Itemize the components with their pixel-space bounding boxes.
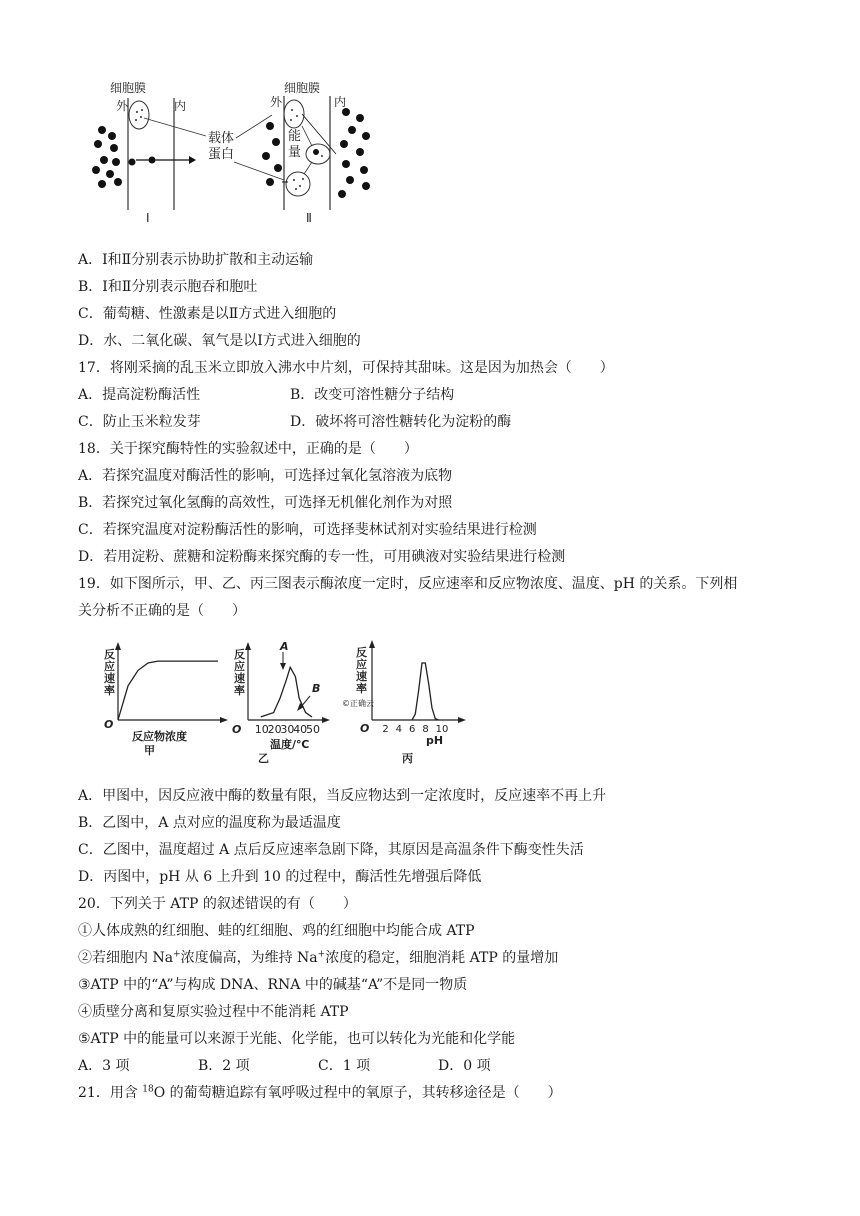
bing-tick-label: 8 — [422, 724, 429, 735]
q20-stem: 20．下列关于 ATP 的叙述错误的有（ ） — [78, 896, 357, 912]
q16-option-b[interactable]: B．Ⅰ和Ⅱ分别表示胞吞和胞吐 — [78, 279, 258, 295]
q18-option-b[interactable]: B．若探究过氧化氢酶的高效性，可选择无机催化剂作为对照 — [78, 495, 453, 511]
chart-jia — [104, 642, 228, 757]
label-panel-2: Ⅱ — [306, 211, 312, 225]
bing-origin: O — [360, 722, 370, 735]
q20-statement-2: ②若细胞内 Na+浓度偏高，为维持 Na+浓度的稳定，细胞消耗 ATP 的量增加 — [78, 949, 559, 966]
jia-ylabel: 反应速率 — [104, 648, 115, 697]
label-outside-right: 外 — [270, 95, 283, 109]
q19-stem-line1: 19．如下图所示，甲、乙、丙三图表示酶浓度一定时，反应速率和反应物浓度、温度、pH 的关系。下列相 — [78, 576, 738, 592]
bing-ylabel: 反应速率 — [356, 646, 367, 695]
q19-option-a[interactable]: A．甲图中，因反应液中酶的数量有限，当反应物达到一定浓度时，反应速率不再上升 — [78, 788, 607, 804]
q17-stem: 17．将刚采摘的乱玉米立即放入沸水中片刻，可保持其甜味。这是因为加热会（ ） — [78, 360, 614, 376]
q18-option-d[interactable]: D．若用淀粉、蔗糖和淀粉酶来探究酶的专一性，可用碘液对实验结果进行检测 — [78, 549, 566, 565]
q20-statement-5: ⑤ATP 中的能量可以来源于光能、化学能，也可以转化为光能和化学能 — [78, 1031, 516, 1047]
jia-xlabel: 反应物浓度 — [132, 730, 187, 743]
q21-stem: 21．用含 $^{18}$O 的葡萄糖追踪有氧呼吸过程中的氧原子，其转移途径是（ ） — [78, 1084, 562, 1101]
q20-option-d[interactable]: D．0 项 — [438, 1058, 491, 1074]
chart-yi — [232, 640, 330, 765]
yi-origin: O — [232, 723, 242, 736]
label-outside-left: 外 — [116, 99, 129, 113]
bing-curve — [412, 663, 439, 720]
q20-statement-1: ①人体成熟的红细胞、蛙的红细胞、鸡的红细胞中均能合成 ATP — [78, 923, 475, 939]
label-membrane-left: 细胞膜 — [110, 81, 147, 95]
yi-tick-label: 50 — [306, 723, 320, 736]
yi-curve — [261, 667, 312, 717]
q20-option-c[interactable]: C．1 项 — [318, 1058, 371, 1074]
bing-name: 丙 — [402, 752, 413, 765]
yi-label-b: B — [312, 682, 321, 695]
q16-option-c[interactable]: C．葡萄糖、性激素是以Ⅱ方式进入细胞的 — [78, 306, 337, 322]
label-energy-2: 量 — [288, 145, 302, 160]
yi-tick-label: 30 — [280, 723, 295, 736]
jia-origin: O — [104, 718, 114, 731]
enzyme-charts — [76, 636, 476, 776]
label-membrane-right: 细胞膜 — [284, 81, 321, 95]
label-inside-right: 内 — [334, 95, 347, 109]
q17-option-b[interactable]: B．改变可溶性糖分子结构 — [290, 387, 455, 403]
q19-option-d[interactable]: D．丙图中，pH 从 6 上升到 10 的过程中，酶活性先增强后降低 — [78, 869, 482, 885]
label-carrier-1: 载体 — [208, 131, 235, 146]
chart-bing — [342, 640, 466, 765]
jia-name: 甲 — [144, 744, 155, 757]
yi-tick-label: 10 — [254, 723, 269, 736]
q19-stem-line2: 关分析不正确的是（ ） — [78, 603, 246, 619]
yi-label-a: A — [280, 640, 289, 653]
transport-diagram — [84, 70, 404, 230]
label-carrier-2: 蛋白 — [208, 147, 235, 162]
yi-tick-label: 20 — [267, 723, 282, 736]
q20-statement-3: ③ATP 中的“A”与构成 DNA、RNA 中的碱基“A”不是同一物质 — [78, 977, 468, 993]
q17-option-a[interactable]: A．提高淀粉酶活性 — [78, 387, 201, 403]
q18-option-a[interactable]: A．若探究温度对酶活性的影响，可选择过氧化氢溶液为底物 — [78, 468, 453, 484]
q16-option-d[interactable]: D．水、二氧化碳、氧气是以Ⅰ方式进入细胞的 — [78, 333, 361, 349]
yi-ylabel: 反应速率 — [234, 648, 245, 697]
bing-tick-label: 10 — [435, 724, 449, 735]
label-inside-left: 内 — [174, 99, 187, 113]
label-energy-1: 能 — [288, 129, 302, 144]
q20-option-b[interactable]: B．2 项 — [198, 1058, 250, 1074]
jia-curve — [118, 661, 218, 720]
bing-xlabel: pH — [426, 734, 444, 747]
q17-option-d[interactable]: D．破坏将可溶性糖转化为淀粉的酶 — [290, 414, 512, 430]
q16-option-a[interactable]: A．Ⅰ和Ⅱ分别表示协助扩散和主动运输 — [78, 252, 314, 268]
q19-option-b[interactable]: B．乙图中，A 点对应的温度称为最适温度 — [78, 815, 341, 831]
label-panel-1: Ⅰ — [146, 211, 150, 225]
q20-statement-4: ④质壁分离和复原实验过程中不能消耗 ATP — [78, 1004, 349, 1020]
bing-watermark: ©正确云 — [342, 699, 374, 708]
q18-stem: 18．关于探究酶特性的实验叙述中，正确的是（ ） — [78, 441, 418, 457]
yi-name: 乙 — [258, 752, 269, 765]
q17-option-c[interactable]: C．防止玉米粒发芽 — [78, 414, 201, 430]
bing-tick-label: 4 — [395, 724, 403, 735]
yi-xlabel: 温度/℃ — [270, 738, 310, 751]
q18-option-c[interactable]: C．若探究温度对淀粉酶活性的影响，可选择斐林试剂对实验结果进行检测 — [78, 522, 537, 538]
bing-tick-label: 6 — [409, 724, 416, 735]
bing-tick-label: 2 — [382, 724, 389, 735]
q19-option-c[interactable]: C．乙图中，温度超过 A 点后反应速率急剧下降，其原因是高温条件下酶变性失活 — [78, 842, 584, 858]
yi-tick-label: 40 — [293, 723, 308, 736]
q20-option-a[interactable]: A．3 项 — [78, 1058, 130, 1074]
